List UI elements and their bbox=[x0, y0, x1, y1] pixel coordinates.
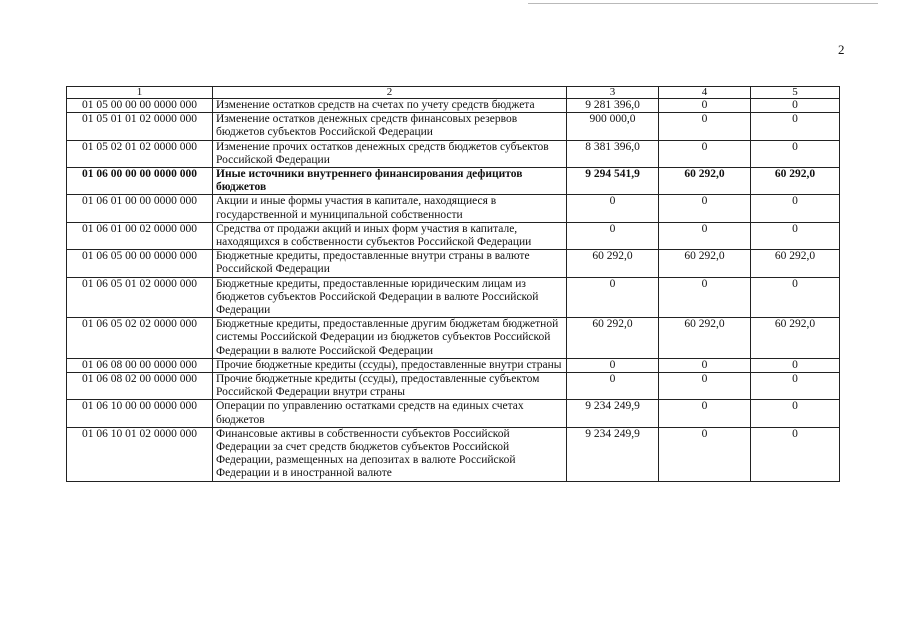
table-row bbox=[67, 427, 840, 481]
column-header: 2 bbox=[213, 87, 567, 99]
amount-cell: 0 bbox=[751, 113, 840, 140]
amount-cell: 8 381 396,0 bbox=[567, 140, 659, 167]
table-row bbox=[67, 277, 840, 318]
amount-cell: 60 292,0 bbox=[567, 318, 659, 359]
budget-code-cell: 01 06 00 00 00 0000 000 bbox=[67, 168, 213, 195]
source-name-cell: Средства от продажи акций и иных форм участия в капитале, находящихся в собственности субъектов Российской Федерации bbox=[213, 222, 567, 249]
source-name-cell: Изменение прочих остатков денежных средств бюджетов субъектов Российской Федерации bbox=[213, 140, 567, 167]
amount-cell: 900 000,0 bbox=[567, 113, 659, 140]
budget-code-cell: 01 06 08 00 00 0000 000 bbox=[67, 358, 213, 372]
amount-cell: 0 bbox=[751, 195, 840, 222]
amount-cell: 0 bbox=[659, 140, 751, 167]
column-header: 3 bbox=[567, 87, 659, 99]
amount-cell: 0 bbox=[659, 427, 751, 481]
amount-cell: 0 bbox=[751, 400, 840, 427]
source-name-cell: Изменение остатков денежных средств финансовых резервов бюджетов субъектов Российской Федерации bbox=[213, 113, 567, 140]
amount-cell: 0 bbox=[751, 277, 840, 318]
amount-cell: 0 bbox=[751, 222, 840, 249]
table-row bbox=[67, 113, 840, 140]
amount-cell: 60 292,0 bbox=[751, 250, 840, 277]
amount-cell: 0 bbox=[659, 400, 751, 427]
table-row bbox=[67, 373, 840, 400]
amount-cell: 0 bbox=[751, 140, 840, 167]
amount-cell: 60 292,0 bbox=[659, 250, 751, 277]
amount-cell: 0 bbox=[751, 358, 840, 372]
amount-cell: 0 bbox=[659, 195, 751, 222]
budget-code-cell: 01 05 00 00 00 0000 000 bbox=[67, 99, 213, 113]
amount-cell: 60 292,0 bbox=[751, 318, 840, 359]
amount-cell: 9 234 249,9 bbox=[567, 427, 659, 481]
source-name-cell: Прочие бюджетные кредиты (ссуды), предоставленные внутри страны bbox=[213, 358, 567, 372]
table-row bbox=[67, 222, 840, 249]
amount-cell: 0 bbox=[751, 427, 840, 481]
amount-cell: 0 bbox=[567, 222, 659, 249]
column-header: 4 bbox=[659, 87, 751, 99]
amount-cell: 60 292,0 bbox=[659, 318, 751, 359]
budget-code-cell: 01 06 05 00 00 0000 000 bbox=[67, 250, 213, 277]
amount-cell: 0 bbox=[751, 373, 840, 400]
source-name-cell: Операции по управлению остатками средств на единых счетах бюджетов bbox=[213, 400, 567, 427]
budget-code-cell: 01 06 10 00 00 0000 000 bbox=[67, 400, 213, 427]
column-header: 1 bbox=[67, 87, 213, 99]
table-row bbox=[67, 400, 840, 427]
table-row bbox=[67, 250, 840, 277]
amount-cell: 60 292,0 bbox=[751, 168, 840, 195]
amount-cell: 0 bbox=[659, 358, 751, 372]
table-row bbox=[67, 358, 840, 372]
source-name-cell: Бюджетные кредиты, предоставленные другим бюджетам бюджетной системы Российской Федерации из бюджетов субъектов Российской Федерации в валюте Российской Федерации bbox=[213, 318, 567, 359]
budget-code-cell: 01 06 01 00 00 0000 000 bbox=[67, 195, 213, 222]
budget-code-cell: 01 06 08 02 00 0000 000 bbox=[67, 373, 213, 400]
amount-cell: 60 292,0 bbox=[567, 250, 659, 277]
source-name-cell: Иные источники внутреннего финансирования дефицитов бюджетов bbox=[213, 168, 567, 195]
budget-code-cell: 01 05 02 01 02 0000 000 bbox=[67, 140, 213, 167]
amount-cell: 0 bbox=[659, 113, 751, 140]
source-name-cell: Бюджетные кредиты, предоставленные юридическим лицам из бюджетов субъектов Российской Федерации в валюте Российской Федерации bbox=[213, 277, 567, 318]
amount-cell: 0 bbox=[659, 222, 751, 249]
amount-cell: 0 bbox=[567, 277, 659, 318]
amount-cell: 60 292,0 bbox=[659, 168, 751, 195]
table-row bbox=[67, 318, 840, 359]
amount-cell: 0 bbox=[659, 373, 751, 400]
source-name-cell: Прочие бюджетные кредиты (ссуды), предоставленные субъектом Российской Федерации внутри страны bbox=[213, 373, 567, 400]
table-row bbox=[67, 168, 840, 195]
amount-cell: 9 294 541,9 bbox=[567, 168, 659, 195]
budget-code-cell: 01 06 05 01 02 0000 000 bbox=[67, 277, 213, 318]
budget-code-cell: 01 06 10 01 02 0000 000 bbox=[67, 427, 213, 481]
column-header: 5 bbox=[751, 87, 840, 99]
amount-cell: 0 bbox=[659, 277, 751, 318]
amount-cell: 9 234 249,9 bbox=[567, 400, 659, 427]
amount-cell: 0 bbox=[567, 373, 659, 400]
source-name-cell: Изменение остатков средств на счетах по учету средств бюджета bbox=[213, 99, 567, 113]
budget-sources-table bbox=[66, 86, 840, 482]
source-name-cell: Финансовые активы в собственности субъектов Российской Федерации за счет средств бюджетов субъектов Российской Федерации, размещенных на депозитах в валюте Российской Федерации и в иностранной валюте bbox=[213, 427, 567, 481]
amount-cell: 9 281 396,0 bbox=[567, 99, 659, 113]
budget-code-cell: 01 06 01 00 02 0000 000 bbox=[67, 222, 213, 249]
amount-cell: 0 bbox=[567, 195, 659, 222]
scan-edge-line bbox=[528, 3, 878, 4]
amount-cell: 0 bbox=[567, 358, 659, 372]
column-number-row bbox=[67, 87, 840, 99]
budget-code-cell: 01 05 01 01 02 0000 000 bbox=[67, 113, 213, 140]
page-number: 2 bbox=[838, 42, 845, 57]
table-row bbox=[67, 99, 840, 113]
amount-cell: 0 bbox=[659, 99, 751, 113]
table-row bbox=[67, 195, 840, 222]
source-name-cell: Бюджетные кредиты, предоставленные внутри страны в валюте Российской Федерации bbox=[213, 250, 567, 277]
budget-code-cell: 01 06 05 02 02 0000 000 bbox=[67, 318, 213, 359]
source-name-cell: Акции и иные формы участия в капитале, находящиеся в государственной и муниципальной собственности bbox=[213, 195, 567, 222]
amount-cell: 0 bbox=[751, 99, 840, 113]
table-row bbox=[67, 140, 840, 167]
